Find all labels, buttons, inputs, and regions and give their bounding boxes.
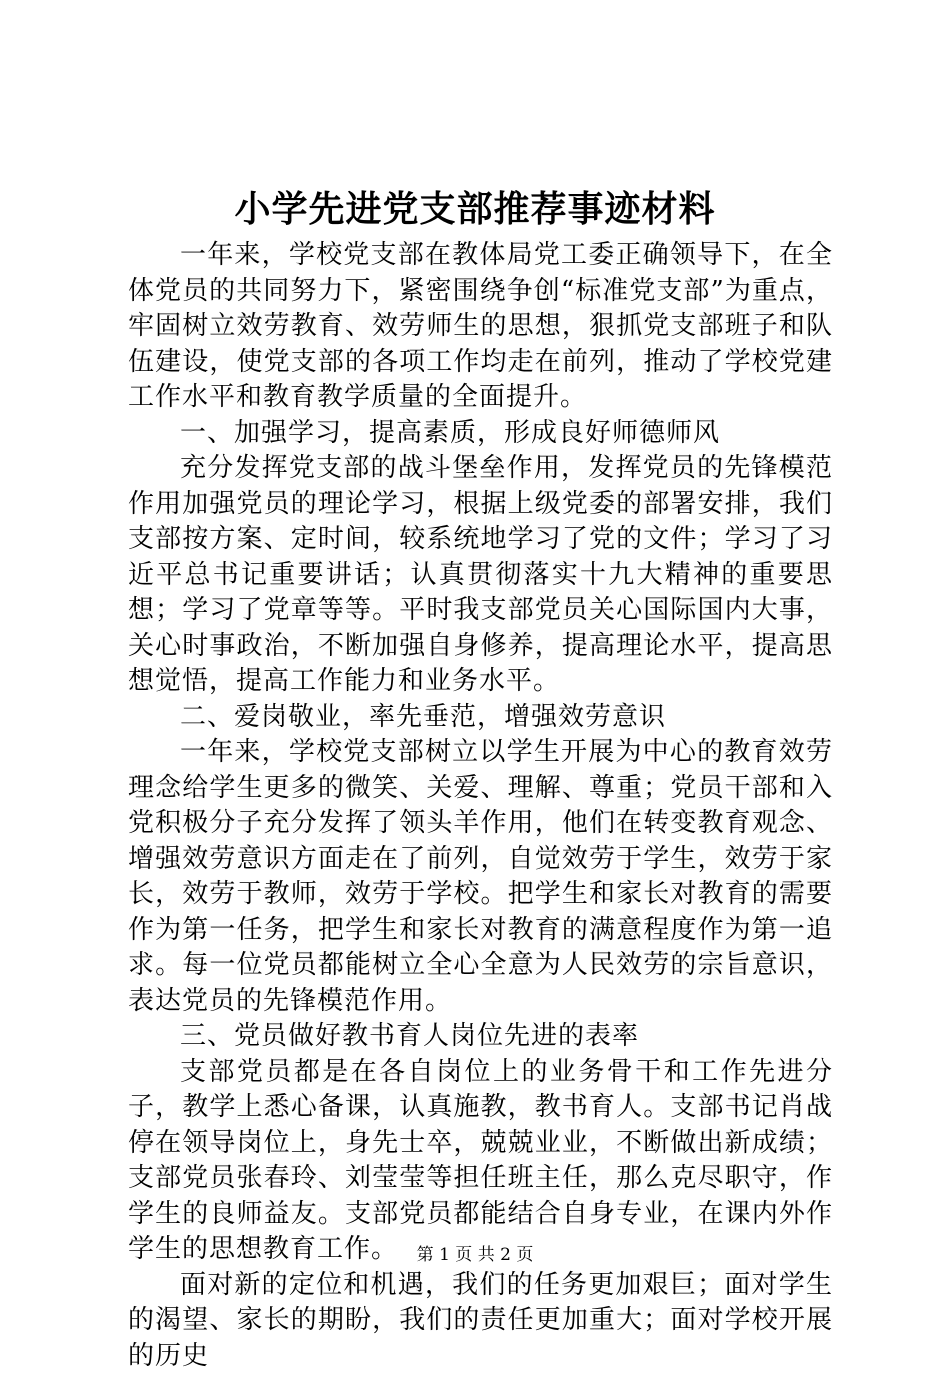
section-heading-2: 二、爱岗敬业，率先垂范，增强效劳意识: [128, 700, 833, 736]
section-heading-1: 一、加强学习，提高素质，形成良好师德师风: [128, 416, 833, 452]
paragraph-closing: 面对新的定位和机遇，我们的任务更加艰巨；面对学生的渴望、家长的期盼，我们的责任更加重大；面对学校开展的历史: [128, 1268, 833, 1374]
page-footer: 第 1 页 共 2 页: [0, 1244, 950, 1266]
paragraph-section-3: 支部党员都是在各自岗位上的业务骨干和工作先进分子，教学上悉心备课，认真施教，教书育人。支部书记肖战停在领导岗位上，身先士卒，兢兢业业，不断做出新成绩；支部党员张春玲、刘莹莹等担任班主任，那么克尽职守，作学生的良师益友。支部党员都能结合自身专业，在课内外作学生的思想教育工作。: [128, 1055, 833, 1268]
document-title: 小学先进党支部推荐事迹材料: [0, 187, 950, 231]
document-body: [128, 238, 833, 1374]
section-heading-3: 三、党员做好教书育人岗位先进的表率: [128, 1019, 833, 1055]
paragraph-section-1: 充分发挥党支部的战斗堡垒作用，发挥党员的先锋模范作用加强党员的理论学习，根据上级党委的部署安排，我们支部按方案、定时间，较系统地学习了党的文件；学习了习近平总书记重要讲话；认真贯彻落实十九大精神的重要思想；学习了党章等等。平时我支部党员关心国际国内大事，关心时事政治，不断加强自身修养，提高理论水平，提高思想觉悟，提高工作能力和业务水平。: [128, 451, 833, 700]
paragraph-section-2: 一年来，学校党支部树立以学生开展为中心的教育效劳理念给学生更多的微笑、关爱、理解、尊重；党员干部和入党积极分子充分发挥了领头羊作用，他们在转变教育观念、增强效劳意识方面走在了前列，自觉效劳于学生，效劳于家长，效劳于教师，效劳于学校。把学生和家长对教育的需要作为第一任务，把学生和家长对教育的满意程度作为第一追求。每一位党员都能树立全心全意为人民效劳的宗旨意识，表达党员的先锋模范作用。: [128, 735, 833, 1019]
paragraph-intro: 一年来，学校党支部在教体局党工委正确领导下，在全体党员的共同努力下，紧密围绕争创“标准党支部”为重点，牢固树立效劳教育、效劳师生的思想，狠抓党支部班子和队伍建设，使党支部的各项工作均走在前列，推动了学校党建工作水平和教育教学质量的全面提升。: [128, 238, 833, 416]
